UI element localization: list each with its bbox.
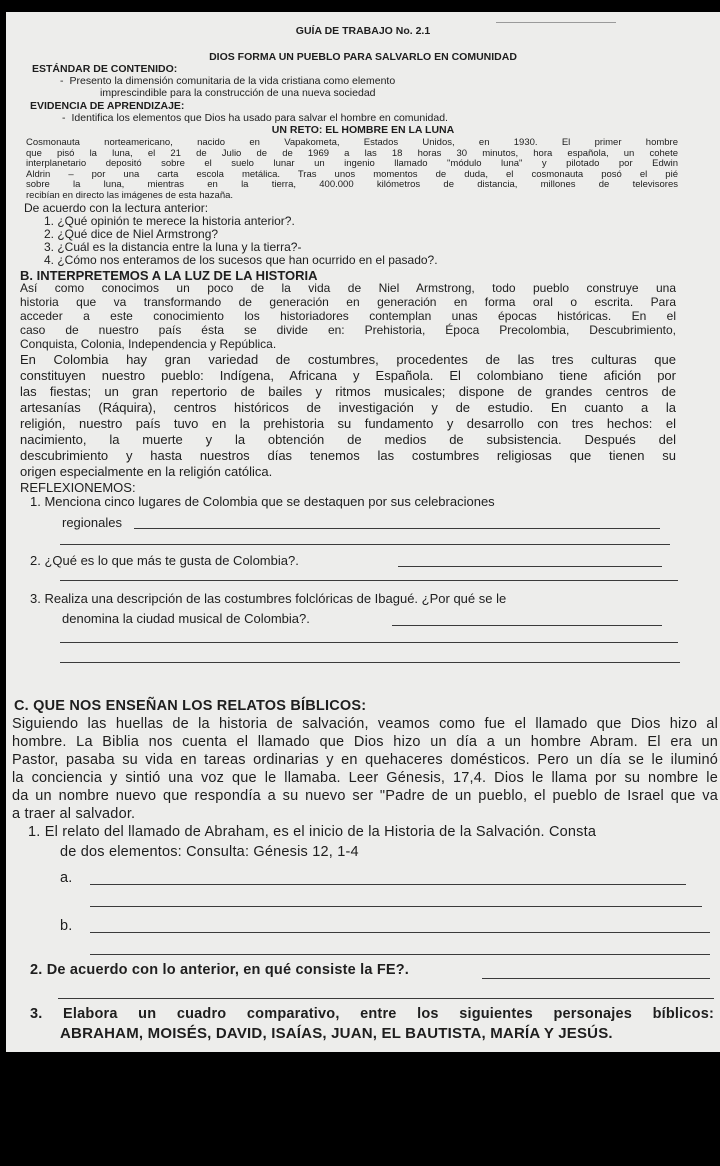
reflexion-label: REFLEXIONEMOS:: [20, 480, 136, 495]
lectura-question: 3. ¿Cuál es la distancia entre la luna y la tierra?-: [44, 240, 302, 254]
section-b-p2-line: origen especialmente en la religión católica.: [20, 464, 273, 479]
section-b-p2-line: las fiestas; un gran repertorio de bailes y ritmos musicales; dispone de grandes centros de: [20, 384, 676, 399]
answer-line[interactable]: [90, 906, 702, 907]
answer-line[interactable]: [60, 580, 678, 581]
section-b-line: Así como conocimos un poco de la vida de Niel Armstrong, todo pueblo construye una: [20, 281, 676, 295]
section-c-line: hombre. La Biblia nos cuenta el llamado que Dios hizo un día a un hombre Abram. El era un: [12, 734, 718, 750]
contenido-label: ESTÁNDAR DE CONTENIDO:: [32, 63, 178, 75]
answer-line[interactable]: [482, 978, 710, 979]
answer-line[interactable]: [90, 954, 710, 955]
answer-line[interactable]: [392, 625, 662, 626]
section-b-line: historia que va transformando de generación en generación en forma oral o escrita. Para: [20, 295, 676, 309]
option-a-label: a.: [60, 870, 73, 886]
contenido-line-2: imprescindible para la construcción de una nueva sociedad: [100, 87, 376, 99]
answer-line[interactable]: [60, 642, 678, 643]
evidencia-label: EVIDENCIA DE APRENDIZAJE:: [30, 100, 185, 112]
contenido-line-1: - Presento la dimensión comunitaria de la vida cristiana como elemento: [60, 75, 396, 87]
answer-line[interactable]: [398, 566, 662, 567]
worksheet-title: GUÍA DE TRABAJO No. 2.1: [295, 25, 431, 37]
section-b-line: acceder a este conocimiento los historiadores contemplan unas épocas históricas. En el: [20, 309, 676, 323]
section-b-p2-line: religión, nuestro país tuvo en la prehistoria su fundamento y desarrollo con tres hechos: el: [20, 416, 676, 431]
worksheet-page: [6, 12, 720, 1052]
personajes-list: ABRAHAM, MOISÉS, DAVID, ISAÍAS, JUAN, EL BAUTISTA, MARÍA Y JESÚS.: [60, 1025, 613, 1042]
section-c-line: a traer al salvador.: [12, 806, 136, 822]
reto-line: que pisó la luna, el 21 de Julio de de 1969 a las 18 horas 30 minutos, hora española, un cohete: [26, 147, 678, 159]
lectura-question: 2. ¿Qué dice de Niel Armstrong?: [44, 227, 219, 241]
section-b-line: Conquista, Colonia, Independencia y República.: [20, 337, 277, 351]
section-c-line: da un nombre nuevo que respondía a su nuevo ser "Padre de un pueblo, el pueblo de Israel que va: [12, 788, 718, 804]
section-b-p2-line: nacimiento, la muerte y la obtención de medios de subsistencia. Después del: [20, 432, 676, 447]
section-b-title: B. INTERPRETEMOS A LA LUZ DE LA HISTORIA: [20, 268, 318, 283]
evidencia-text: - Identifica los elementos que Dios ha usado para salvar el hombre en comunidad.: [62, 112, 448, 124]
reflexion-q1-cont: regionales: [62, 515, 122, 530]
section-c-line: Siguiendo las huellas de la historia de salvación, veamos como fue el llamado que Dios hizo al: [12, 716, 718, 732]
reto-line: Aldrin – por una carta escola metálica. Tras unos momentos de duda, el cosmonauta posó el pié: [26, 168, 678, 180]
answer-line[interactable]: [60, 544, 670, 545]
reto-line: Cosmonauta norteamericano, nacido en Vapakometa, Estados Unidos, en 1930. El primer hombre: [26, 137, 678, 148]
reto-title: UN RETO: EL HOMBRE EN LA LUNA: [271, 124, 455, 136]
section-c-title: C. QUE NOS ENSEÑAN LOS RELATOS BÍBLICOS:: [14, 698, 367, 714]
answer-line[interactable]: [134, 528, 660, 529]
section-c-line: la conciencia y sintió una voz que le llamaba. Leer Génesis, 17,4. Dios le llama por su nombre le: [12, 770, 718, 786]
section-c-q1: 1. El relato del llamado de Abraham, es el inicio de la Historia de la Salvación. Consta: [28, 824, 597, 840]
answer-line[interactable]: [90, 884, 686, 885]
reflexion-q3-cont: denomina la ciudad musical de Colombia?.: [62, 611, 310, 626]
section-b-line: caso de nuestro país ésta se divide en: Prehistoria, Época Precolombia, Descubrimiento,: [20, 323, 676, 337]
section-c-q2: 2. De acuerdo con lo anterior, en qué consiste la FE?.: [30, 962, 410, 978]
reto-line: interplanetario depositó sobre el suelo lunar un ingenio llamado "módulo luna" y pilotado por Edwin: [26, 158, 678, 169]
reto-line: sobre la luna, mientras en la tierra, 400.000 kilómetros de distancia, millones de televisores: [26, 179, 678, 190]
section-c-q1-cont: de dos elementos: Consulta: Génesis 12, 1-4: [60, 844, 359, 860]
section-b-p2-line: constituyen nuestro pueblo: Indígena, Africana y Española. El colombiano tiene afición por: [20, 368, 676, 383]
option-b-label: b.: [60, 918, 73, 934]
reflexion-q3: 3. Realiza una descripción de las costumbres folclóricas de Ibagué. ¿Por qué se le: [30, 591, 507, 606]
reto-line: recibían en directo las imágenes de esta hazaña.: [26, 189, 234, 201]
answer-line[interactable]: [60, 662, 680, 663]
worksheet-subtitle: DIOS FORMA UN PUEBLO PARA SALVARLO EN COMUNIDAD: [209, 51, 517, 63]
section-b-p2-line: En Colombia hay gran variedad de costumbres, procedentes de las tres culturas que: [20, 352, 676, 367]
lectura-intro: De acuerdo con la lectura anterior:: [24, 201, 209, 215]
lectura-question: 1. ¿Qué opinión te merece la historia anterior?.: [44, 214, 295, 228]
lectura-question: 4. ¿Cómo nos enteramos de los sucesos que han ocurrido en el pasado?.: [44, 253, 438, 267]
top-rule: [496, 22, 616, 23]
reflexion-q1: 1. Menciona cinco lugares de Colombia que se destaquen por sus celebraciones: [30, 494, 495, 509]
section-c-q3: 3. Elabora un cuadro comparativo, entre los siguientes personajes bíblicos:: [30, 1006, 714, 1022]
answer-line[interactable]: [58, 998, 714, 999]
reflexion-q2: 2. ¿Qué es lo que más te gusta de Colombia?.: [30, 553, 299, 568]
section-b-p2-line: artesanías (Ráquira), centros históricos de investigación y de estudio. En cuanto a la: [20, 400, 676, 415]
section-c-line: Pastor, pasaba su vida en tareas ordinarias y en quehaceres domésticos. Pero un día se le iluminó: [12, 752, 718, 768]
section-b-p2-line: descubrimiento y hasta nuestros días tenemos las costumbres religiosas que tienen su: [20, 448, 676, 463]
answer-line[interactable]: [90, 932, 710, 933]
